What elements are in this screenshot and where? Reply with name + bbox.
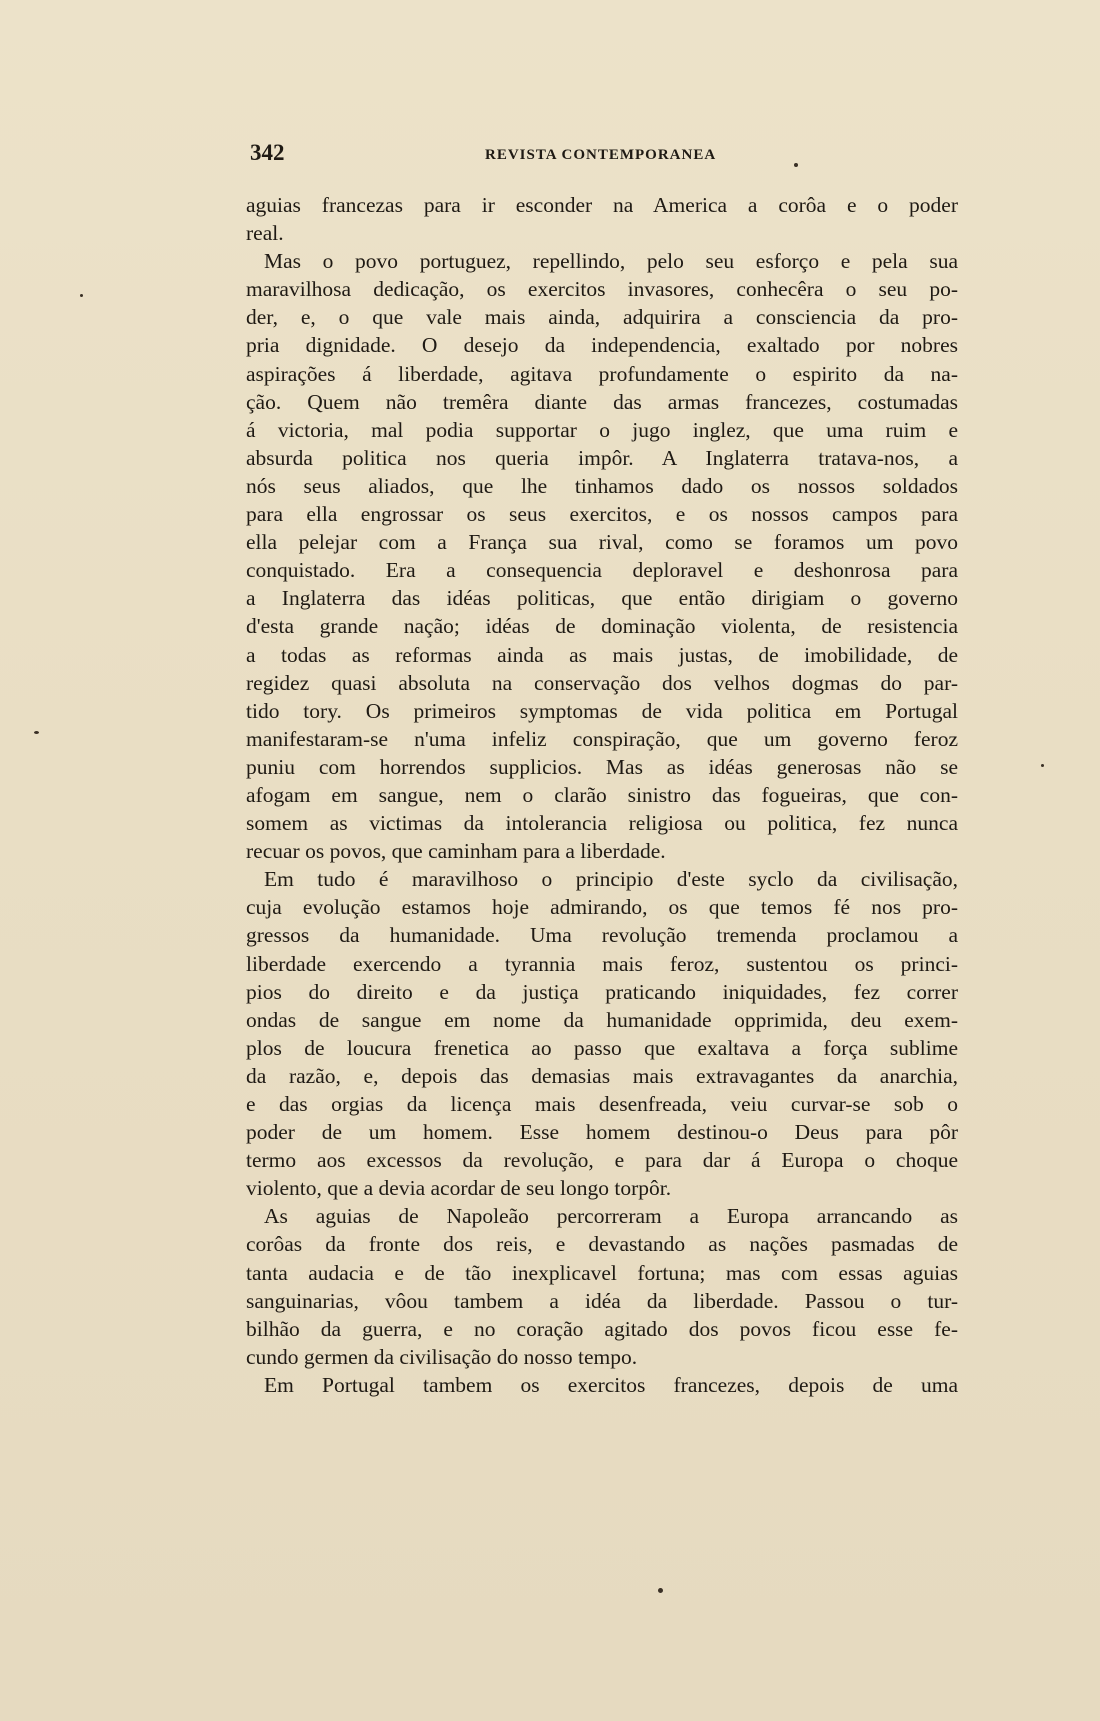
text-line: recuar os povos, que caminham para a liberdade. (246, 839, 666, 864)
text-line: a Inglaterra das idéas politicas, que então dirigiam o governo (246, 586, 958, 611)
text-line: afogam em sangue, nem o clarão sinistro das fogueiras, que con- (246, 782, 958, 807)
text-line: absurda politica nos queria impôr. A Inglaterra tratava-nos, a (246, 445, 958, 470)
text-line: aguias francezas para ir esconder na America a corôa e o poder (246, 193, 958, 217)
body-text (246, 191, 958, 1399)
text-line: aspirações á liberdade, agitava profundamente o espirito da na- (246, 361, 958, 386)
ink-speck (794, 163, 798, 167)
text-line: As aguias de Napoleão percorreram a Europa arrancando as (264, 1204, 958, 1229)
text-line: pios do direito e da justiça praticando iniquidades, fez correr (246, 979, 958, 1004)
text-line: puniu com horrendos supplicios. Mas as idéas generosas não se (246, 754, 958, 779)
text-line: plos de loucura frenetica ao passo que exaltava a força sublime (246, 1035, 958, 1060)
journal-title: REVISTA CONTEMPORANEA (485, 147, 717, 163)
text-line: real. (246, 221, 284, 246)
text-line: tido tory. Os primeiros symptomas de vida politica em Portugal (246, 698, 958, 723)
text-line: somem as victimas da intolerancia religiosa ou politica, fez nunca (246, 811, 958, 836)
text-line: d'esta grande nação; idéas de dominação violenta, de resistencia (246, 614, 958, 639)
ink-speck (34, 731, 39, 734)
text-line: liberdade exercendo a tyrannia mais feroz, sustentou os princi- (246, 951, 958, 976)
text-line: Em Portugal tambem os exercitos francezes, depois de uma (264, 1372, 958, 1397)
ink-speck (80, 294, 83, 297)
text-line: e das orgias da licença mais desenfreada, veiu curvar-se sob o (246, 1092, 958, 1116)
text-line: gressos da humanidade. Uma revolução tremenda proclamou a (246, 923, 958, 948)
text-line: da razão, e, depois das demasias mais extravagantes da anarchia, (246, 1063, 958, 1088)
text-line: á victoria, mal podia supportar o jugo inglez, que uma ruim e (246, 417, 958, 442)
text-line: der, e, o que vale mais ainda, adquirira a consciencia da pro- (246, 305, 958, 330)
ink-speck (1041, 764, 1044, 767)
text-line: conquistado. Era a consequencia deploravel e deshonrosa para (246, 558, 958, 583)
text-line: a todas as reformas ainda as mais justas, de imobilidade, de (246, 642, 958, 667)
text-line: corôas da fronte dos reis, e devastando as nações pasmadas de (246, 1232, 958, 1257)
text-line: Mas o povo portuguez, repellindo, pelo seu esforço e pela sua (264, 249, 958, 274)
text-line: regidez quasi absoluta na conservação dos velhos dogmas do par- (246, 670, 958, 695)
text-line: para ella engrossar os seus exercitos, e os nossos campos para (246, 502, 958, 527)
text-line: ção. Quem não tremêra diante das armas francezes, costumadas (246, 389, 958, 414)
text-line: ondas de sangue em nome da humanidade opprimida, deu exem- (246, 1007, 958, 1032)
text-line: bilhão da guerra, e no coração agitado dos povos ficou esse fe- (246, 1316, 958, 1341)
text-line: pria dignidade. O desejo da independencia, exaltado por nobres (246, 333, 958, 358)
text-line: maravilhosa dedicação, os exercitos invasores, conhecêra o seu po- (246, 277, 958, 302)
text-line: ella pelejar com a França sua rival, como se foramos um povo (246, 530, 958, 555)
text-line: Em tudo é maravilhoso o principio d'este syclo da civilisação, (264, 867, 958, 892)
page-number: 342 (250, 140, 285, 165)
text-line: termo aos excessos da revolução, e para dar á Europa o choque (246, 1148, 958, 1173)
text-line: poder de um homem. Esse homem destinou-o Deus para pôr (246, 1120, 958, 1145)
text-line: cundo germen da civilisação do nosso tempo. (246, 1344, 638, 1369)
text-line: sanguinarias, vôou tambem a idéa da liberdade. Passou o tur- (246, 1288, 958, 1313)
text-line: violento, que a devia acordar de seu longo torpôr. (246, 1176, 672, 1201)
text-line: manifestaram-se n'uma infeliz conspiração, que um governo feroz (246, 726, 958, 751)
text-line: cuja evolução estamos hoje admirando, os que temos fé nos pro- (246, 895, 958, 920)
text-line: tanta audacia e de tão inexplicavel fortuna; mas com essas aguias (246, 1260, 958, 1285)
ink-speck (658, 1588, 663, 1593)
running-head (250, 140, 962, 170)
text-line: nós seus aliados, que lhe tinhamos dado os nossos soldados (246, 473, 958, 498)
